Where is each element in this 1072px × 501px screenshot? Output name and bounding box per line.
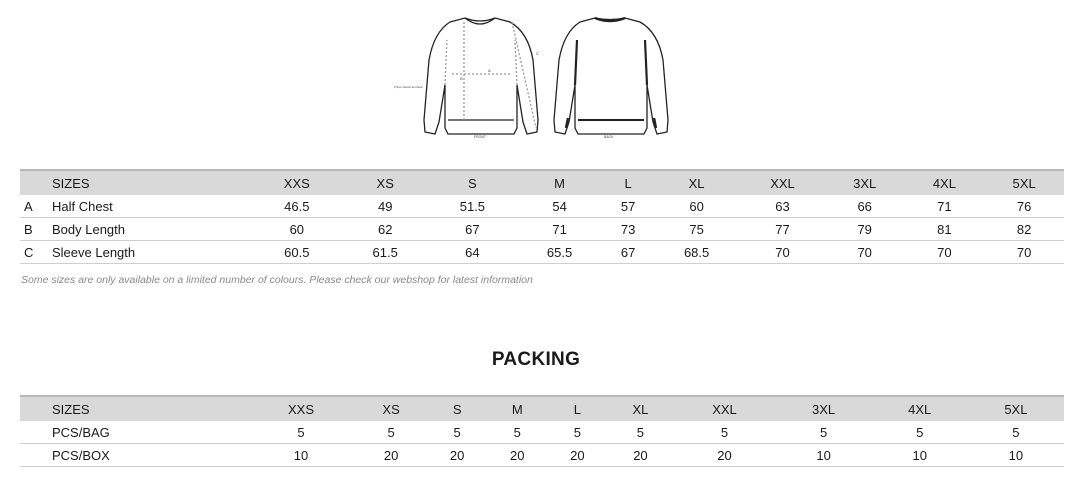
packing-title: PACKING — [491, 349, 581, 370]
sweatshirt-illustration — [390, 10, 680, 145]
cell: 60 — [252, 218, 342, 241]
size-col: 3XL — [776, 396, 872, 421]
cell: 54 — [516, 195, 603, 218]
cell: 68.5 — [653, 241, 740, 264]
cell: 5 — [427, 421, 487, 444]
table-row — [20, 218, 1064, 241]
cell: 5 — [872, 421, 968, 444]
size-col: S — [427, 396, 487, 421]
cell: 60 — [653, 195, 740, 218]
cell: 5 — [673, 421, 775, 444]
row-letter: C — [20, 241, 52, 264]
cell: 70 — [905, 241, 985, 264]
cell: 65.5 — [516, 241, 603, 264]
marker-c: C — [536, 51, 539, 56]
cell: 20 — [673, 444, 775, 467]
cell: 60.5 — [252, 241, 342, 264]
cell: 73 — [603, 218, 653, 241]
table-row — [20, 195, 1064, 218]
size-col: L — [547, 396, 607, 421]
back-label: BACK — [604, 135, 614, 139]
size-col: XL — [607, 396, 673, 421]
cell: 5 — [776, 421, 872, 444]
size-col: S — [429, 170, 516, 195]
measure-note: 2,5cm below armhole — [394, 85, 423, 89]
size-col: XS — [355, 396, 427, 421]
sizes-header: SIZES — [52, 170, 252, 195]
size-table — [20, 169, 1064, 264]
size-table-header — [20, 170, 1064, 195]
table-row — [20, 444, 1064, 467]
size-col: XXL — [740, 170, 825, 195]
cell: 82 — [984, 218, 1064, 241]
size-col: XXS — [247, 396, 355, 421]
cell: 51.5 — [429, 195, 516, 218]
cell: 5 — [547, 421, 607, 444]
size-col: 3XL — [825, 170, 905, 195]
size-col: 5XL — [968, 396, 1064, 421]
cell: 64 — [429, 241, 516, 264]
marker-b: B — [460, 76, 463, 81]
size-col: M — [516, 170, 603, 195]
size-col: 5XL — [984, 170, 1064, 195]
cell: 49 — [342, 195, 429, 218]
size-col: 4XL — [905, 170, 985, 195]
back-view-drawing — [554, 18, 668, 134]
cell: 5 — [247, 421, 355, 444]
cell: 70 — [740, 241, 825, 264]
cell: 20 — [427, 444, 487, 467]
row-label: Half Chest — [52, 195, 252, 218]
cell: 10 — [776, 444, 872, 467]
header-letter-cell — [20, 170, 52, 195]
row-label: Body Length — [52, 218, 252, 241]
sizes-header: SIZES — [20, 396, 247, 421]
row-label: PCS/BOX — [20, 444, 247, 467]
cell: 5 — [355, 421, 427, 444]
availability-note: Some sizes are only available on a limited number of colours. Please check our webshop for latest information — [21, 274, 533, 286]
size-col: XXL — [673, 396, 775, 421]
marker-a: A — [488, 68, 491, 73]
cell: 67 — [603, 241, 653, 264]
size-col: XXS — [252, 170, 342, 195]
cell: 75 — [653, 218, 740, 241]
cell: 79 — [825, 218, 905, 241]
cell: 61.5 — [342, 241, 429, 264]
cell: 5 — [607, 421, 673, 444]
cell: 62 — [342, 218, 429, 241]
cell: 20 — [487, 444, 547, 467]
table-row — [20, 241, 1064, 264]
row-letter: A — [20, 195, 52, 218]
size-col: XL — [653, 170, 740, 195]
cell: 5 — [487, 421, 547, 444]
size-col: XS — [342, 170, 429, 195]
front-view-drawing — [424, 18, 538, 134]
cell: 20 — [355, 444, 427, 467]
packing-table-header — [20, 396, 1064, 421]
cell: 66 — [825, 195, 905, 218]
cell: 71 — [516, 218, 603, 241]
cell: 70 — [825, 241, 905, 264]
table-row — [20, 421, 1064, 444]
row-letter: B — [20, 218, 52, 241]
cell: 63 — [740, 195, 825, 218]
cell: 76 — [984, 195, 1064, 218]
cell: 70 — [984, 241, 1064, 264]
row-label: Sleeve Length — [52, 241, 252, 264]
size-col: 4XL — [872, 396, 968, 421]
row-label: PCS/BAG — [20, 421, 247, 444]
size-col: M — [487, 396, 547, 421]
cell: 20 — [547, 444, 607, 467]
cell: 81 — [905, 218, 985, 241]
front-label: FRONT — [474, 135, 487, 139]
cell: 77 — [740, 218, 825, 241]
cell: 10 — [247, 444, 355, 467]
cell: 57 — [603, 195, 653, 218]
cell: 10 — [872, 444, 968, 467]
cell: 67 — [429, 218, 516, 241]
cell: 10 — [968, 444, 1064, 467]
cell: 46.5 — [252, 195, 342, 218]
cell: 71 — [905, 195, 985, 218]
cell: 5 — [968, 421, 1064, 444]
cell: 20 — [607, 444, 673, 467]
size-col: L — [603, 170, 653, 195]
packing-table — [20, 395, 1064, 467]
